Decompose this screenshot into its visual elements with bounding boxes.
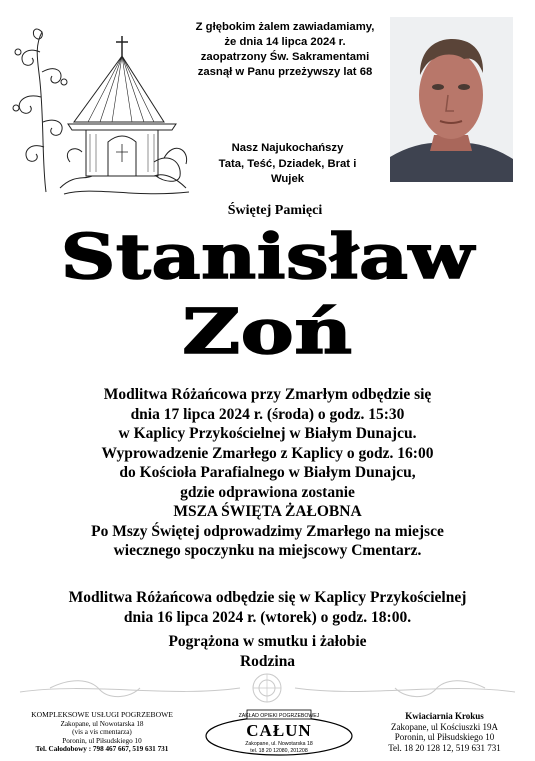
funeral-line: Modlitwa Różańcowa przy Zmarłym odbędzie się	[103, 386, 432, 403]
funeral-line: Po Mszy Świętej odprowadzimy Zmarłego na miejsce	[91, 522, 444, 540]
rosary-line: Modlitwa Różańcowa odbędzie się w Kaplicy Przykościelnej	[68, 589, 467, 606]
deceased-first-name: Stanisław	[60, 220, 475, 293]
florist-line: Zakopane, ul Kościuszki 19A	[391, 721, 498, 732]
intro-line: zasnął w Panu przeżywszy lat 68	[197, 66, 373, 78]
intro-line: Z głębokim żalem zawiadamiamy,	[195, 21, 375, 33]
funeral-details	[0, 385, 535, 561]
portrait-figure	[390, 17, 513, 182]
logo-phone: tel. 18 20 12080, 201208	[250, 748, 308, 754]
family-line: Nasz Najukochańszy	[231, 142, 344, 154]
company-line: KOMPLEKSOWE USŁUGI POGRZEBOWE	[31, 710, 173, 719]
closing-line: Rodzina	[239, 652, 296, 670]
florist-line: Poronin, ul Piłsudskiego 10	[394, 732, 495, 742]
logo-brand: CAŁUN	[246, 721, 312, 740]
chapel-illustration	[4, 12, 194, 200]
memorial-heading: Świętej Pamięci	[227, 203, 323, 218]
portrait-photo	[390, 17, 513, 182]
funeral-line: wiecznego spoczynku na miejscowy Cmentarz.	[113, 542, 422, 559]
closing-line: Pogrążona w smutku i żałobie	[168, 633, 367, 650]
logo-top-text: ZAKŁAD OPIEKI POGRZEBOWEJ	[238, 713, 320, 719]
funeral-line: Wyprowadzenie Zmarłego z Kaplicy o godz. 16:00	[101, 444, 434, 462]
florist-line: Kwiaciarnia Krokus	[405, 711, 484, 721]
closing-text	[0, 632, 535, 671]
funeral-line: gdzie odprawiona zostanie	[180, 483, 355, 501]
calun-logo	[203, 709, 355, 757]
funeral-line: do Kościoła Parafialnego w Białym Dunajcu,	[119, 464, 416, 481]
rosary-line: dnia 16 lipca 2024 r. (wtorek) o godz. 18:00.	[123, 608, 412, 626]
funeral-line: w Kaplicy Przykościelnej w Białym Dunajcu.	[118, 425, 417, 442]
funeral-line: dnia 17 lipca 2024 r. (środa) o godz. 15:30	[130, 405, 405, 423]
florist-info	[362, 711, 527, 753]
funeral-line: MSZA ŚWIĘTA ŻAŁOBNA	[173, 503, 362, 520]
death-notice-text	[188, 20, 382, 80]
deceased-last-name: Zoń	[182, 295, 353, 368]
company-line: Tel. Całodobowy : 798 467 667, 519 631 731	[35, 745, 169, 754]
logo-address: Zakopane, ul. Nowotarska 18	[245, 741, 313, 747]
intro-line: zaopatrzony Św. Sakramentami	[200, 51, 370, 63]
intro-line: że dnia 14 lipca 2024 r.	[224, 36, 346, 48]
company-line: Zakopane, ul Nowotarska 18	[60, 719, 144, 728]
family-relations-text	[205, 141, 370, 188]
florist-line: Tel. 18 20 128 12, 519 631 731	[388, 742, 501, 753]
rosary-details	[0, 588, 535, 627]
family-line: Tata, Teść, Dziadek, Brat i Wujek	[218, 157, 357, 185]
company-line: (vis a vis cmentarza)	[72, 728, 132, 737]
funeral-services-info	[12, 711, 192, 754]
company-line: Poronin, ul Piłsudskiego 10	[62, 736, 142, 745]
decorative-ornament	[10, 668, 525, 708]
